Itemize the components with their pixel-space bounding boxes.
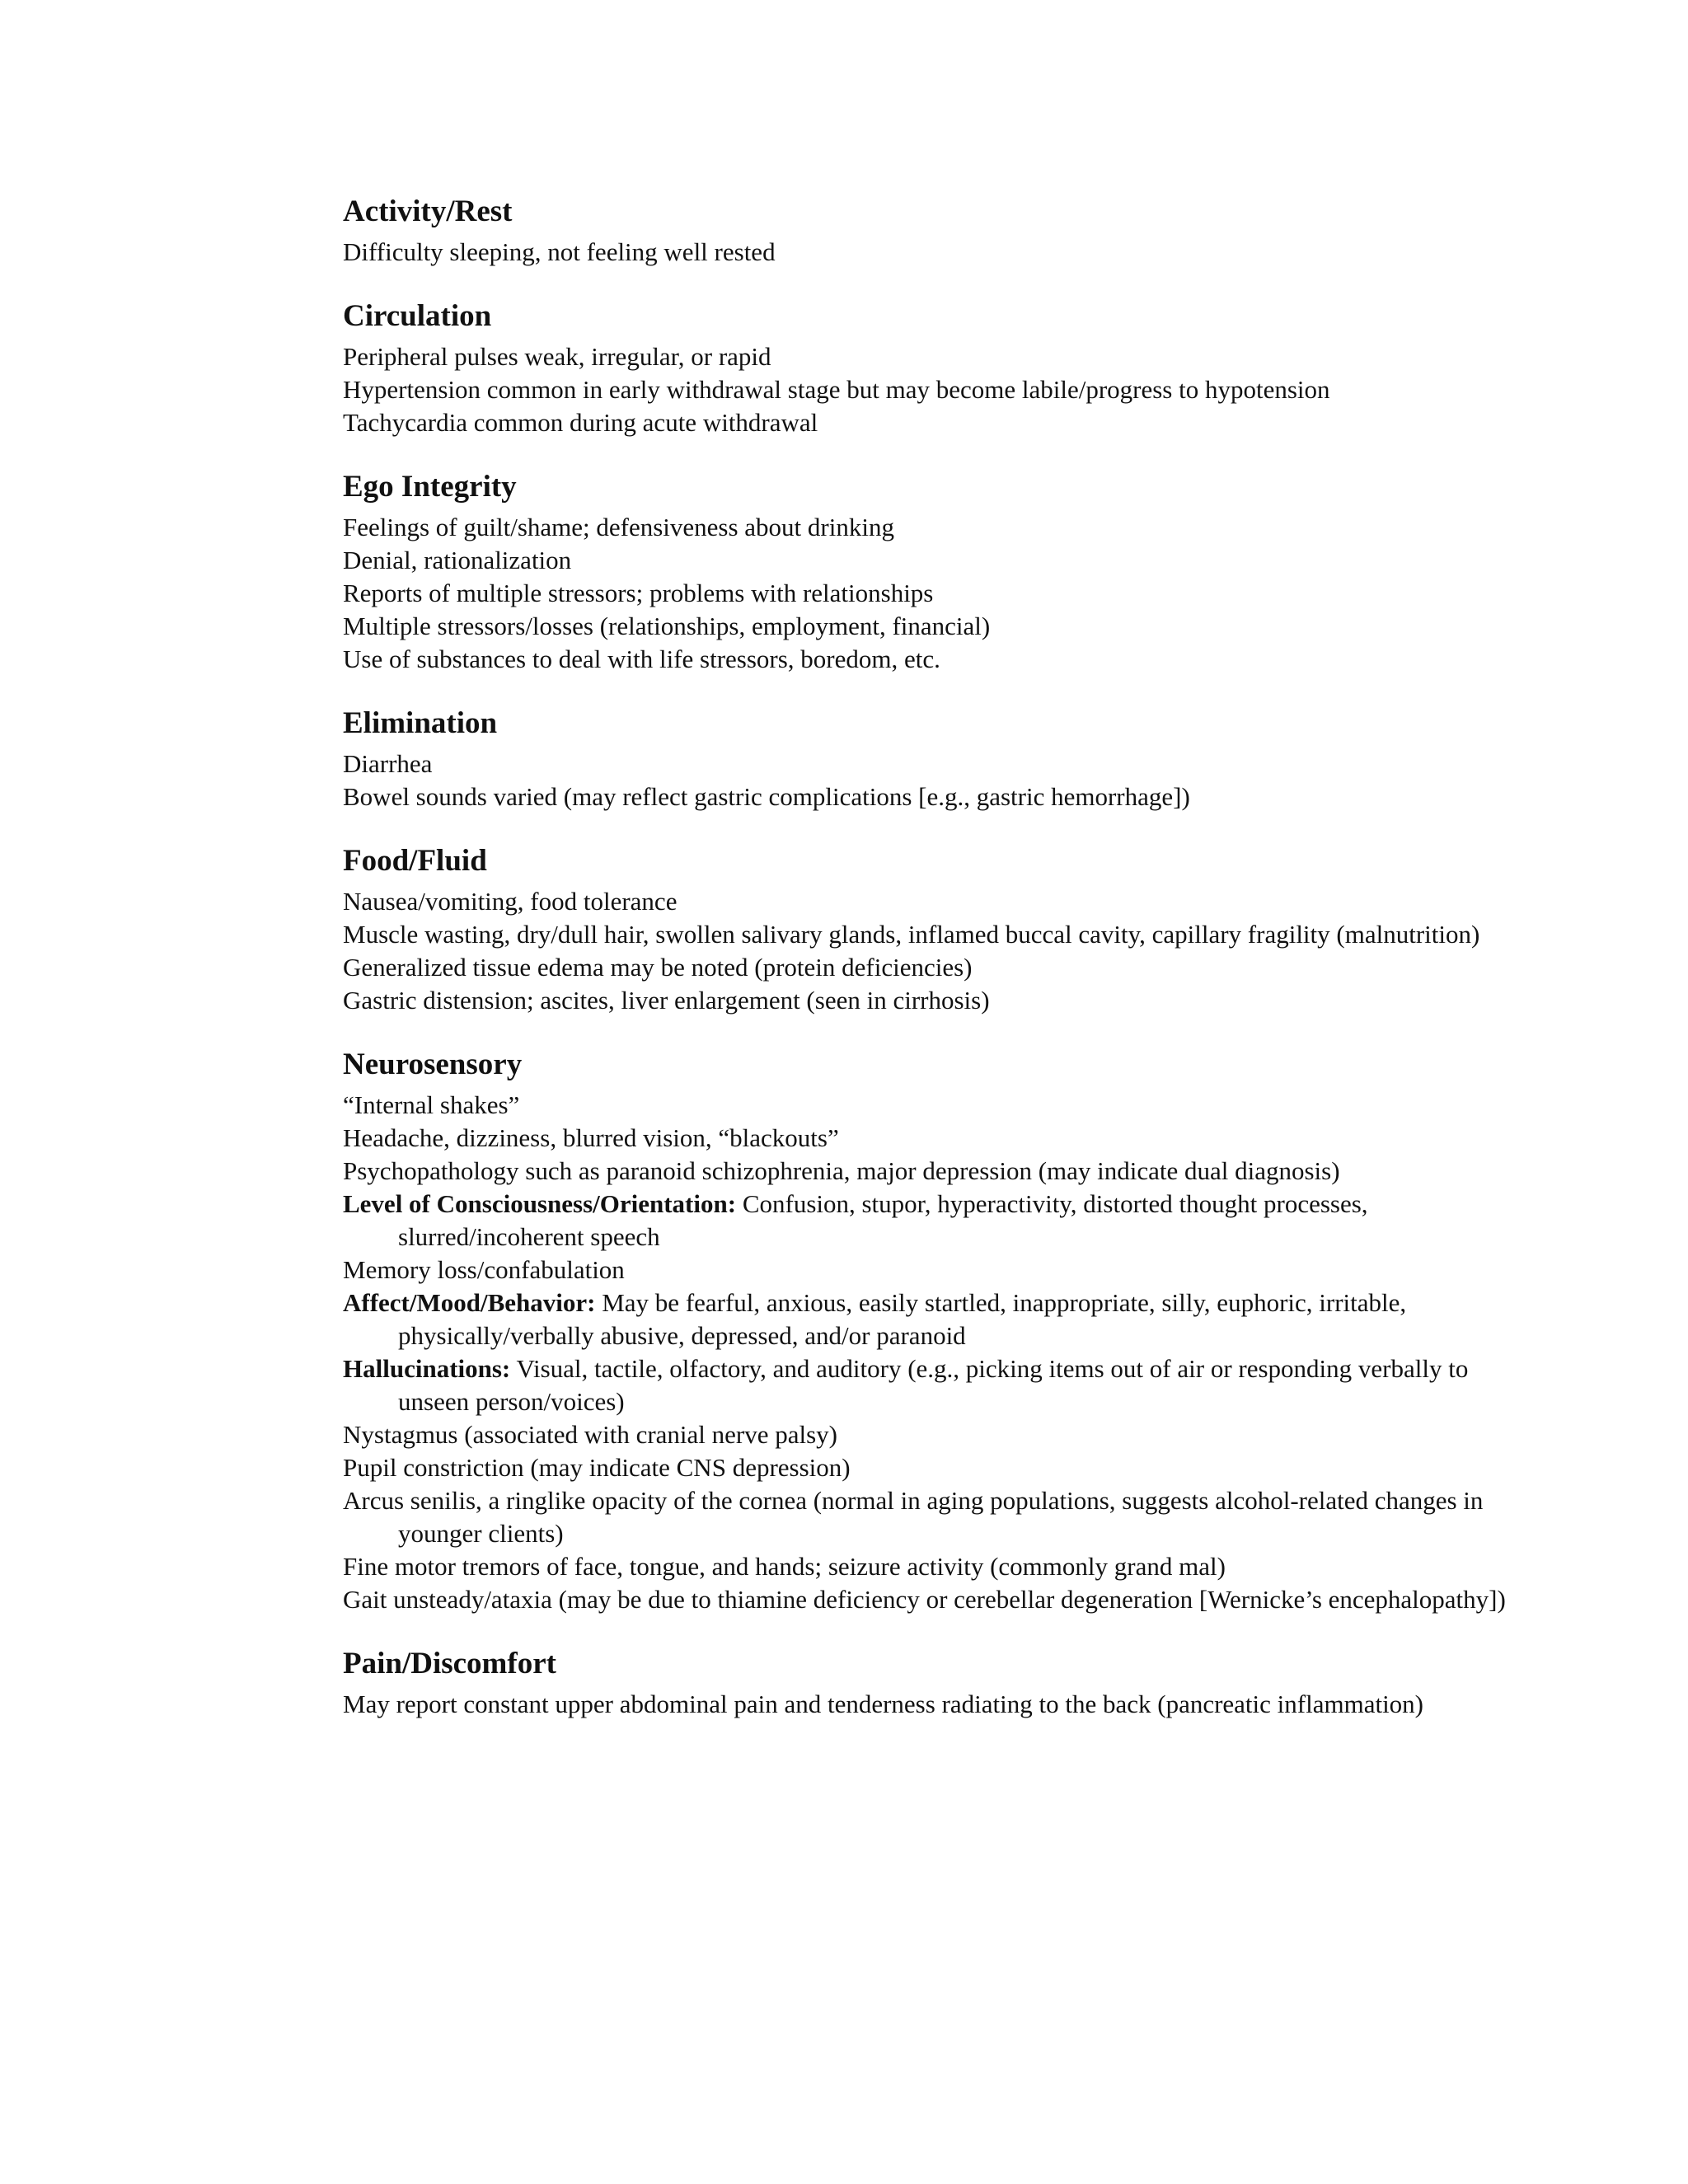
entry-line xyxy=(343,643,1513,676)
entry-text: Difficulty sleeping, not feeling well rested xyxy=(343,237,776,266)
entry-text: Headache, dizziness, blurred vision, “blackouts” xyxy=(343,1123,839,1152)
entry-text: Peripheral pulses weak, irregular, or rapid xyxy=(343,342,771,371)
entry-line xyxy=(343,577,1513,610)
entry-lead-label: Level of Consciousness/Orientation: xyxy=(343,1189,737,1218)
entry-line xyxy=(343,951,1513,984)
entry-line xyxy=(343,1484,1513,1550)
entry-text: Memory loss/confabulation xyxy=(343,1255,625,1284)
entry-line xyxy=(343,610,1513,643)
section-heading: Pain/Discomfort xyxy=(343,1647,556,1680)
entry-line xyxy=(343,340,1513,373)
entry-text: Diarrhea xyxy=(343,749,433,778)
entry-text: Tachycardia common during acute withdrawal xyxy=(343,408,818,437)
entry-line xyxy=(343,1583,1513,1616)
section-heading: Activity/Rest xyxy=(343,194,513,228)
entry-lead-label: Hallucinations: xyxy=(343,1354,511,1383)
section-heading: Ego Integrity xyxy=(343,470,517,504)
entry-line xyxy=(343,1089,1513,1122)
entry-text: Hypertension common in early withdrawal stage but may become labile/progress to hypotension xyxy=(343,375,1330,404)
entry-text: Muscle wasting, dry/dull hair, swollen salivary glands, inflamed buccal cavity, capillary fragility (malnutrition) xyxy=(343,920,1480,949)
entry-line xyxy=(343,1155,1513,1188)
entry-line xyxy=(343,544,1513,577)
section-heading: Elimination xyxy=(343,706,498,740)
entry-line xyxy=(343,1688,1513,1721)
entry-line xyxy=(343,918,1513,951)
entry-text: Psychopathology such as paranoid schizophrenia, major depression (may indicate dual diagnosis) xyxy=(343,1156,1340,1185)
entry-text: Nausea/vomiting, food tolerance xyxy=(343,887,678,916)
entry-text: Reports of multiple stressors; problems with relationships xyxy=(343,579,934,607)
entry-text: Use of substances to deal with life stressors, boredom, etc. xyxy=(343,644,940,673)
entry-text: Feelings of guilt/shame; defensiveness about drinking xyxy=(343,513,894,541)
entry-text: Fine motor tremors of face, tongue, and hands; seizure activity (commonly grand mal) xyxy=(343,1552,1226,1581)
entry-line xyxy=(343,984,1513,1017)
entry-line xyxy=(343,511,1513,544)
section-circulation xyxy=(343,296,1513,439)
section-heading: Food/Fluid xyxy=(343,844,487,878)
section-ego-integrity xyxy=(343,466,1513,676)
document-page xyxy=(343,191,1513,1748)
entry-text: Visual, tactile, olfactory, and auditory (e.g., picking items out of air or responding verbally to unseen person/voices) xyxy=(398,1354,1469,1416)
entry-text: “Internal shakes” xyxy=(343,1090,520,1119)
entry-line xyxy=(343,780,1513,813)
entry-text: Gastric distension; ascites, liver enlargement (seen in cirrhosis) xyxy=(343,986,990,1015)
section-heading: Neurosensory xyxy=(343,1047,523,1081)
entry-text: Pupil constriction (may indicate CNS depression) xyxy=(343,1453,851,1482)
entry-line xyxy=(343,1352,1513,1418)
entry-text: Generalized tissue edema may be noted (protein deficiencies) xyxy=(343,953,973,982)
entry-text: Arcus senilis, a ringlike opacity of the cornea (normal in aging populations, suggests alcohol-related changes in younger clients) xyxy=(343,1486,1484,1548)
entry-line xyxy=(343,1254,1513,1286)
entry-text: Gait unsteady/ataxia (may be due to thiamine deficiency or cerebellar degeneration [Wernicke’s encephalopathy]) xyxy=(343,1585,1506,1614)
entry-line xyxy=(343,885,1513,918)
entry-line xyxy=(343,1451,1513,1484)
entry-line xyxy=(343,1418,1513,1451)
section-pain-discomfort xyxy=(343,1643,1513,1721)
entry-lead-label: Affect/Mood/Behavior: xyxy=(343,1288,596,1317)
entry-text: Multiple stressors/losses (relationships, employment, financial) xyxy=(343,612,991,640)
entry-text: May report constant upper abdominal pain and tenderness radiating to the back (pancreatic inflammation) xyxy=(343,1690,1424,1718)
entry-text: Confusion, stupor, hyperactivity, distorted thought processes, slurred/incoherent speech xyxy=(398,1189,1368,1251)
entry-line xyxy=(343,748,1513,780)
entry-line xyxy=(343,1286,1513,1352)
section-neurosensory xyxy=(343,1044,1513,1616)
entry-text: May be fearful, anxious, easily startled, inappropriate, silly, euphoric, irritable, physically/verbally abusive, depressed, and/or paranoid xyxy=(398,1288,1407,1350)
entry-line xyxy=(343,373,1513,406)
entry-line xyxy=(343,1550,1513,1583)
section-elimination xyxy=(343,703,1513,813)
section-food-fluid xyxy=(343,841,1513,1017)
entry-text: Denial, rationalization xyxy=(343,546,572,574)
entry-text: Bowel sounds varied (may reflect gastric complications [e.g., gastric hemorrhage]) xyxy=(343,782,1190,811)
entry-line xyxy=(343,236,1513,269)
entry-text: Nystagmus (associated with cranial nerve palsy) xyxy=(343,1420,838,1449)
entry-line xyxy=(343,406,1513,439)
section-activity-rest xyxy=(343,191,1513,269)
entry-line xyxy=(343,1122,1513,1155)
entry-line xyxy=(343,1188,1513,1254)
section-heading: Circulation xyxy=(343,299,492,333)
